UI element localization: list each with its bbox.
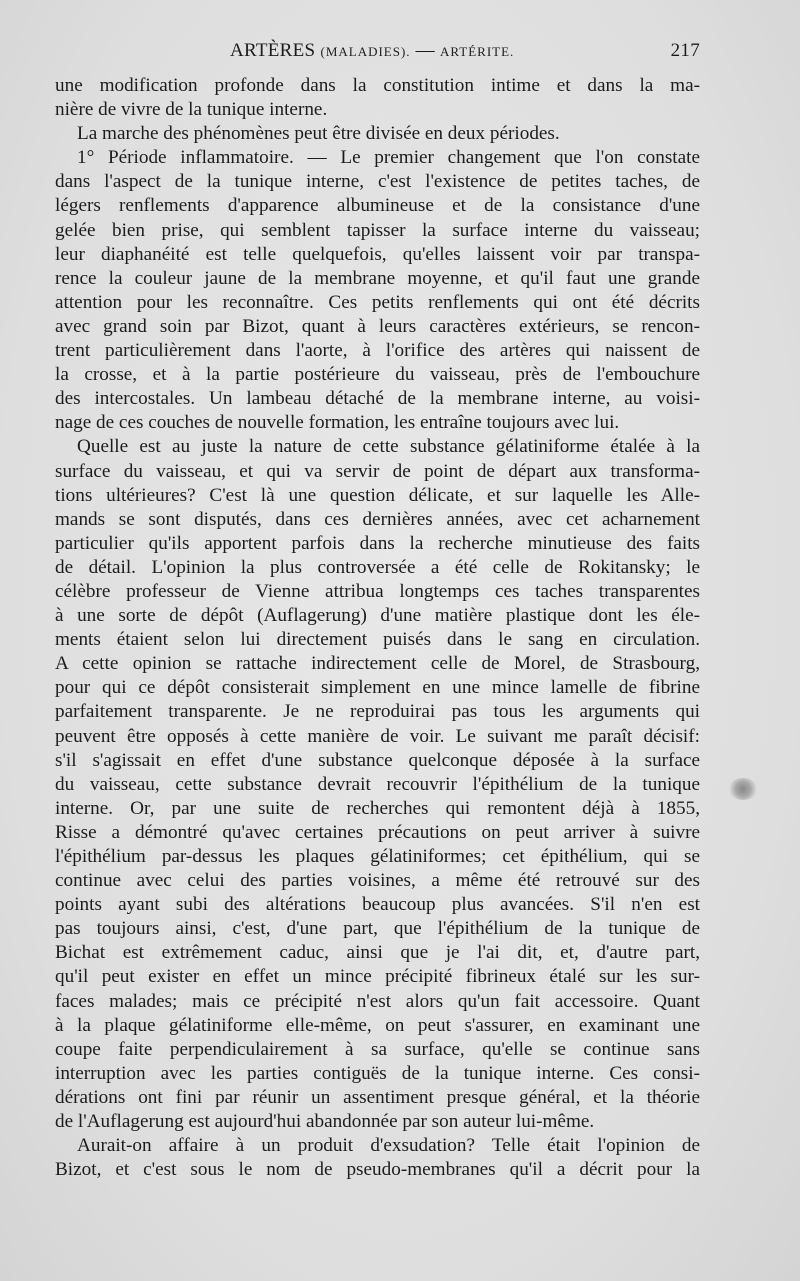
text-line: tions ultérieures? C'est là une question délicate, et sur laquelle les Alle- [55, 484, 700, 506]
running-title [230, 40, 514, 62]
text-line: Bichat est extrêmement caduc, ainsi que je l'ai dit, et, d'autre part, [55, 942, 700, 964]
text-line: surface du vaisseau, et qui va servir de point de départ aux transforma- [55, 460, 700, 482]
text-line: Risse a démontré qu'avec certaines précautions on peut arriver à suivre [55, 821, 700, 843]
text-line: du vaisseau, cette substance devrait recouvrir l'épithélium de la tunique [55, 773, 700, 795]
text-line: peuvent être opposés à cette manière de voir. Le suivant me paraît décisif: [55, 725, 700, 747]
text-line: parfaitement transparente. Je ne reproduirai pas tous les arguments qui [55, 701, 700, 723]
text-line: légers renflements d'apparence albumineuse et de la consistance d'une [55, 195, 700, 217]
text-line: avec grand soin par Bizot, quant à leurs caractères extérieurs, se rencon- [55, 315, 700, 337]
text-line: interruption avec les parties contiguës de la tunique interne. Ces consi- [55, 1062, 700, 1084]
text-line: coupe faite perpendiculairement à sa surface, qu'elle se continue sans [55, 1038, 700, 1060]
text-line: interne. Or, par une suite de recherches qui remontent déjà à 1855, [55, 797, 700, 819]
text-line: dans l'aspect de la tunique interne, c'est l'existence de petites taches, de [55, 171, 700, 193]
title-main: ARTÈRES [230, 40, 316, 61]
text-line: A cette opinion se rattache indirectement celle de Morel, de Strasbourg, [55, 653, 700, 675]
text-line: l'épithélium par-dessus les plaques gélatiniformes; cet épithélium, qui se [55, 846, 700, 867]
running-header [55, 40, 700, 70]
title-section: ARTÉRITE. [440, 44, 515, 59]
text-line: pour qui ce dépôt consisterait simplement en une mince lamelle de fibrine [55, 677, 700, 699]
text-line: continue avec celui des parties voisines, a même été retrouvé sur des [55, 870, 700, 892]
title-dash: — [415, 40, 435, 61]
text-line: pas toujours ainsi, c'est, d'une part, que l'épithélium de la tunique de [55, 918, 700, 940]
text-line: nière de vivre de la tunique interne. [55, 99, 328, 121]
text-line: 1° Période inflammatoire. — Le premier changement que l'on constate [77, 147, 700, 169]
text-line: s'il s'agissait en effet d'une substance quelconque déposée à la surface [55, 749, 700, 771]
title-paren: (MALADIES). [320, 44, 411, 59]
text-line: leur diaphanéité est telle quelquefois, qu'elles laissent voir par transpa- [55, 243, 700, 265]
text-line: à une sorte de dépôt (Auflagerung) d'une matière plastique dont les éle- [55, 605, 700, 627]
text-line: faces malades; mais ce précipité n'est alors qu'un fait accessoire. Quant [55, 990, 700, 1012]
text-line: Quelle est au juste la nature de cette substance gélatiniforme étalée à la [77, 436, 700, 458]
text-line: ments étaient selon lui directement puisés dans le sang en circulation. [55, 629, 700, 651]
text-line: points ayant subi des altérations beaucoup plus avancées. S'il n'en est [55, 894, 700, 916]
text-line: Aurait-on affaire à un produit d'exsudation? Telle était l'opinion de [77, 1135, 700, 1157]
ink-smudge [728, 778, 758, 800]
text-line: à la plaque gélatiniforme elle-même, on peut s'assurer, en examinant une [55, 1014, 700, 1036]
text-line: gelée bien prise, qui semblent tapisser la surface interne du vaisseau; [55, 219, 700, 241]
text-line: trent particulièrement dans l'aorte, à l'orifice des artères qui naissent de [55, 340, 700, 362]
body-text [55, 74, 700, 1182]
text-line: La marche des phénomènes peut être divisée en deux périodes. [77, 123, 560, 145]
text-line: mands se sont disputés, dans ces dernières années, avec cet acharnement [55, 508, 700, 530]
text-line: nage de ces couches de nouvelle formation, les entraîne toujours avec lui. [55, 412, 620, 434]
text-line: dérations ont fini par réunir un assentiment presque général, et la théorie [55, 1086, 700, 1108]
text-line: Bizot, et c'est sous le nom de pseudo-membranes qu'il a décrit pour la [55, 1159, 700, 1181]
text-line: de l'Auflagerung est aujourd'hui abandonnée par son auteur lui-même. [55, 1111, 595, 1133]
text-line: qu'il peut exister en effet un mince précipité fibrineux étalé sur les sur- [55, 966, 700, 988]
text-line: une modification profonde dans la constitution intime et dans la ma- [55, 75, 700, 96]
text-line: particulier qu'ils apportent parfois dans la recherche minutieuse des faits [55, 532, 700, 554]
text-line: de détail. L'opinion la plus controversée a été celle de Rokitansky; le [55, 556, 700, 578]
text-line: rence la couleur jaune de la membrane moyenne, et qu'il faut une grande [55, 267, 700, 289]
text-line: attention pour les reconnaître. Ces petits renflements qui ont été décrits [55, 291, 700, 313]
text-line: la crosse, et à la partie postérieure du vaisseau, près de l'embouchure [55, 364, 700, 386]
text-line: des intercostales. Un lambeau détaché de la membrane interne, au voisi- [55, 388, 700, 410]
page-number: 217 [670, 40, 700, 61]
text-line: célèbre professeur de Vienne attribua longtemps ces taches transparentes [55, 580, 700, 602]
